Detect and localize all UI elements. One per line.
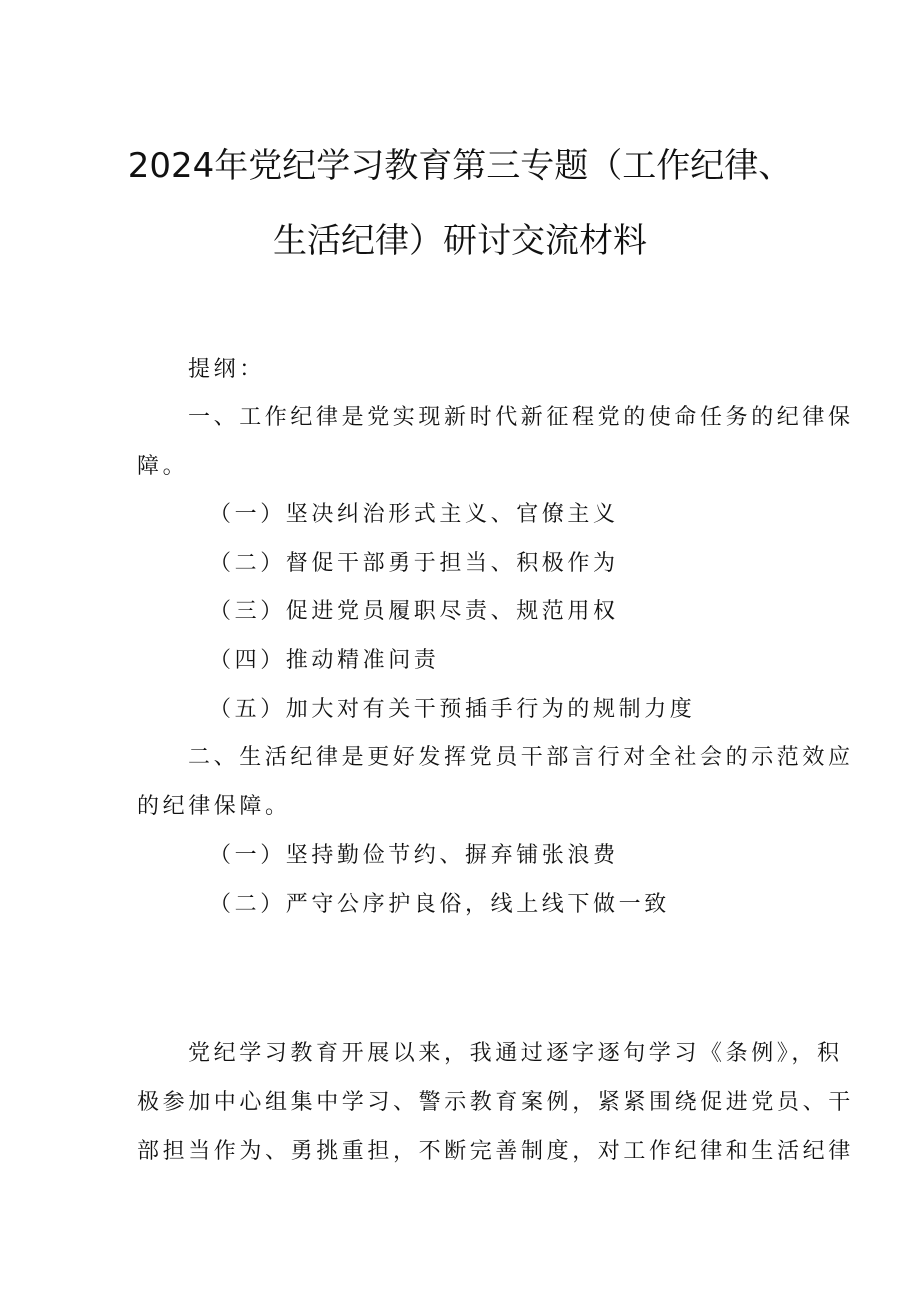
body-paragraph-line-2: 极参加中心组集中学习、警示教育案例，紧紧围绕促进党员、干 (137, 1090, 854, 1115)
body-paragraph-line-1: 党纪学习教育开展以来，我通过逐字逐句学习《条例》，积 (188, 1041, 843, 1066)
section-2-item-1: （一）坚持勤俭节约、摒弃铺张浪费 (209, 843, 619, 868)
body-paragraph-line-3: 部担当作为、勇挑重担，不断完善制度，对工作纪律和生活纪律 (137, 1139, 854, 1164)
section-1-heading-line-2: 障。 (137, 454, 189, 479)
section-2-heading-line-1: 二、生活纪律是更好发挥党员干部言行对全社会的示范效应 (188, 745, 854, 770)
section-2-item-2: （二）严守公序护良俗，线上线下做一致 (209, 892, 670, 917)
outline-label: 提纲： (188, 357, 265, 382)
document-title-line-2: 生活纪律）研讨交流材料 (273, 221, 647, 261)
document-title-line-1: 2024年党纪学习教育第三专题（工作纪律、 (127, 146, 793, 186)
section-1-item-1: （一）坚决纠治形式主义、官僚主义 (209, 502, 619, 527)
section-1-item-3: （三）促进党员履职尽责、规范用权 (209, 599, 619, 624)
section-1-item-4: （四）推动精准问责 (209, 648, 440, 673)
section-1-item-5: （五）加大对有关干预插手行为的规制力度 (209, 697, 696, 722)
section-2-heading-line-2: 的纪律保障。 (137, 794, 291, 819)
section-1-item-2: （二）督促干部勇于担当、积极作为 (209, 551, 619, 576)
section-1-heading-line-1: 一、工作纪律是党实现新时代新征程党的使命任务的纪律保 (188, 405, 854, 430)
